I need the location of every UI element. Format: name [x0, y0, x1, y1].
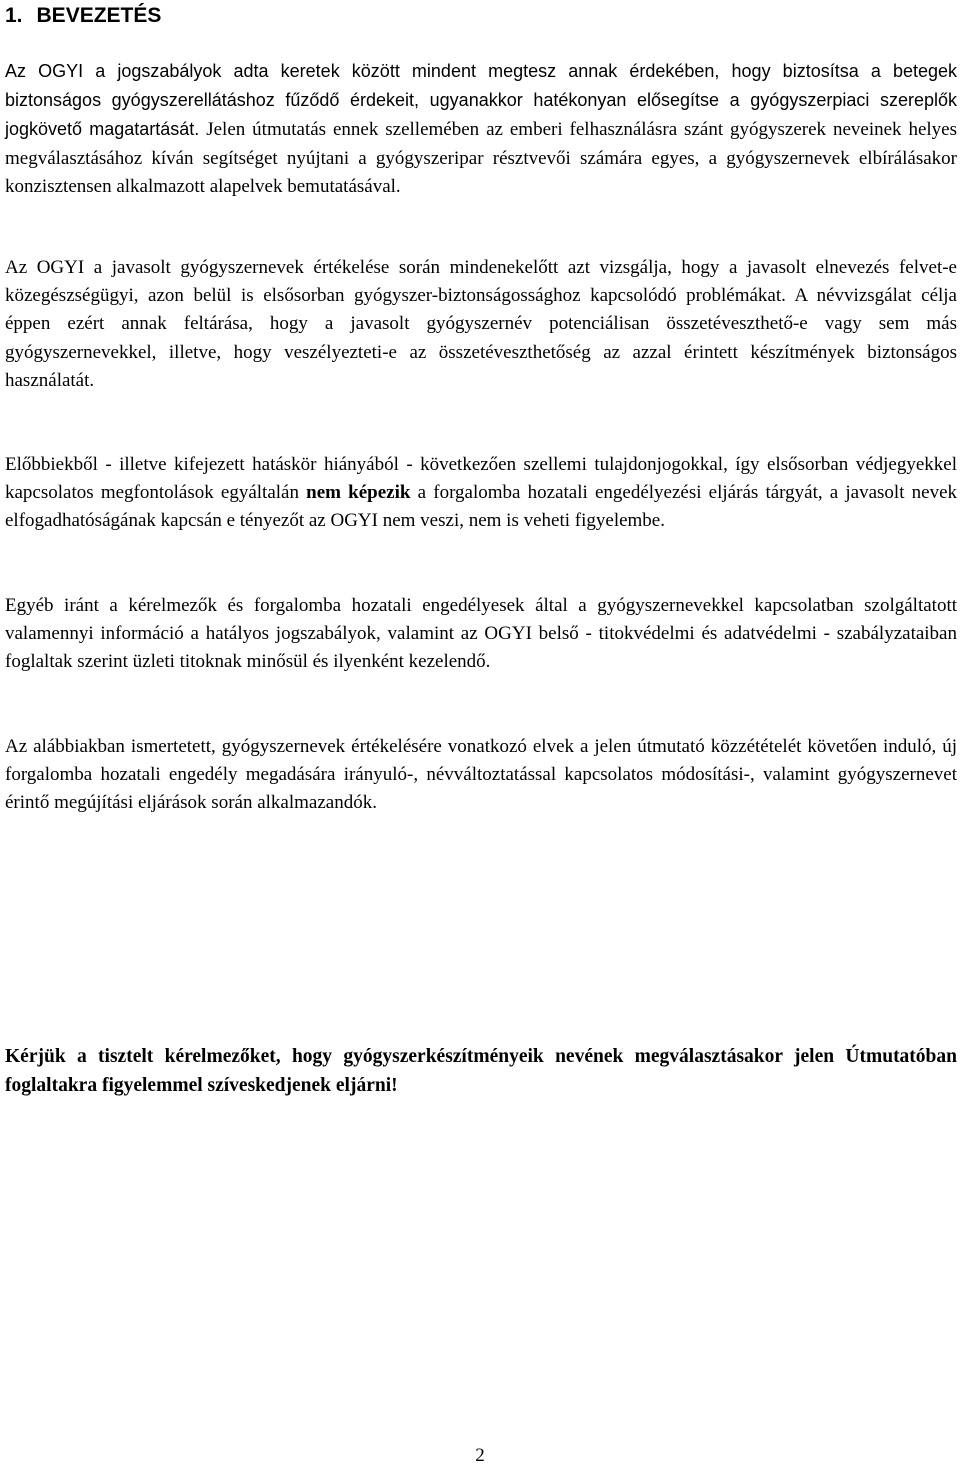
paragraph-trademarks	[5, 451, 957, 536]
paragraph-trademarks-after: a forgalomba hozatali engedélyezési eljárás tárgyát, a javasolt nevek elfogadhatóságának kapcsán e tényezőt az OGYI nem veszi, nem is veheti figyelembe.	[5, 482, 958, 532]
paragraph-intro	[5, 57, 957, 201]
section-title: BEVEZETÉS	[36, 4, 162, 27]
paragraph-trademarks-before: Előbbiekből - illetve kifejezett hatáskör hiányából - következően szellemi tulajdonjogokkal, így elsősorban védjegyekkel kapcsolatos megfontolások egyáltalán	[5, 454, 957, 504]
paragraph-trademarks-emphasis: nem képezik	[306, 482, 411, 504]
section-heading	[5, 2, 161, 30]
paragraph-applicability: Az alábbiakban ismertetett, gyógyszernevek értékelésére vonatkozó elvek a jelen útmutató közzétételét követően induló, új forgalomba hozatali engedély megadására irányuló-, névváltoztatással kapcsolatos módosítási-, valamint gyógyszernevet érintő megújítási eljárások során alkalmazandók.	[5, 736, 957, 814]
page-number: 2	[475, 1445, 485, 1466]
section-number: 1.	[5, 4, 23, 27]
closing-note: Kérjük a tisztelt kérelmezőket, hogy gyógyszerkészítményeik nevének megválasztásakor jelen Útmutatóban foglaltakra figyelemmel szíveskedjenek eljárni!	[5, 1046, 957, 1096]
paragraph-confidentiality: Egyéb iránt a kérelmezők és forgalomba hozatali engedélyesek által a gyógyszernevekkel kapcsolatban szolgáltatott valamennyi információ a hatályos jogszabályok, valamint az OGYI belső - titokvédelmi és adatvédelmi - szabályzataiban foglaltak szerint üzleti titoknak minősül és ilyenként kezelendő.	[5, 595, 957, 673]
paragraph-name-evaluation: Az OGYI a javasolt gyógyszernevek értékelése során mindenekelőtt azt vizsgálja, hogy a javasolt elnevezés felvet-e közegészségügyi, azon belül is elsősorban gyógyszer-biztonságossághoz kapcsolódó problémákat. A névvizsgálat célja éppen ezért annak feltárása, hogy a javasolt gyógyszernév potenciálisan összetéveszthető-e vagy sem más gyógyszernevekkel, illetve, hogy veszélyezteti-e az összetéveszthetőség az azzal érintett készítmények biztonságos használatát.	[5, 257, 957, 391]
paragraph-intro-part2: Jelen útmutatás ennek szellemében az emberi felhasználásra szánt gyógyszerek neveinek helyes megválasztásához kíván segítséget nyújtani a gyógyszeripar résztvevői számára egyes, a gyógyszernevek elbírálásakor konzisztensen alkalmazott alapelvek bemutatásával.	[5, 119, 957, 197]
paragraph-intro-part1: Az OGYI a jogszabályok adta keretek között mindent megtesz annak érdekében, hogy biztosítsa a betegek biztonságos gyógyszerellátáshoz fűződő érdekeit, ugyanakkor hatékonyan elősegítse a gyógyszerpiaci szereplők jogkövető magatartását.	[5, 61, 957, 140]
